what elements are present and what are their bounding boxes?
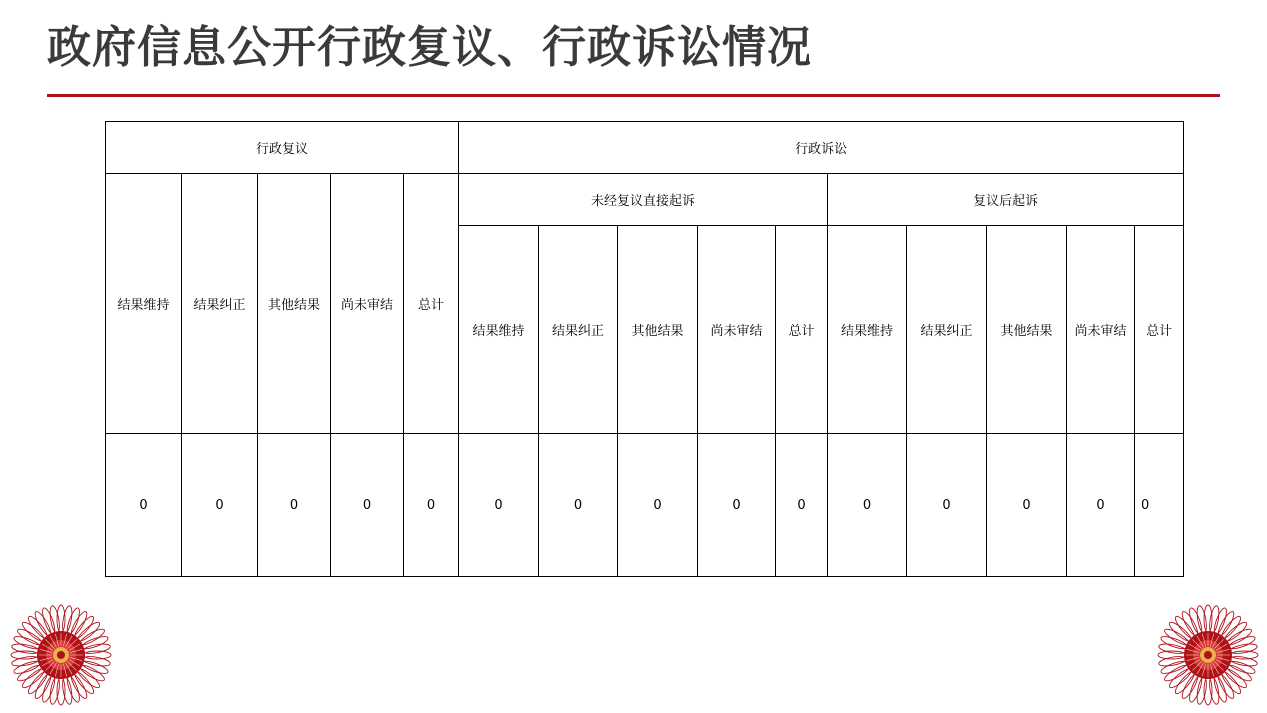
page-title: 政府信息公开行政复议、行政诉讼情况 — [47, 22, 812, 73]
after-review-col-pending: 尚未审结 — [1067, 226, 1135, 434]
title-divider — [47, 94, 1220, 97]
rosette-ornament-icon — [9, 603, 113, 707]
after-review-value-maintained: 0 — [828, 434, 907, 577]
table-header-row-2 — [106, 174, 1184, 226]
review-value-other: 0 — [258, 434, 331, 577]
direct-col-pending: 尚未审结 — [698, 226, 776, 434]
direct-value-maintained: 0 — [459, 434, 539, 577]
review-col-maintained: 结果维持 — [106, 174, 182, 434]
review-col-pending: 尚未审结 — [331, 174, 404, 434]
direct-col-maintained: 结果维持 — [459, 226, 539, 434]
direct-col-other: 其他结果 — [618, 226, 698, 434]
header-direct-litigation: 未经复议直接起诉 — [459, 174, 828, 226]
table-header-row-1 — [106, 122, 1184, 174]
direct-col-total: 总计 — [776, 226, 828, 434]
table-row — [106, 434, 1184, 577]
after-review-col-corrected: 结果纠正 — [907, 226, 987, 434]
direct-value-other: 0 — [618, 434, 698, 577]
after-review-col-total: 总计 — [1135, 226, 1184, 434]
direct-value-total: 0 — [776, 434, 828, 577]
direct-col-corrected: 结果纠正 — [539, 226, 618, 434]
rosette-ornament-icon — [1156, 603, 1260, 707]
review-col-other: 其他结果 — [258, 174, 331, 434]
header-administrative-litigation: 行政诉讼 — [459, 122, 1184, 174]
after-review-col-maintained: 结果维持 — [828, 226, 907, 434]
direct-value-pending: 0 — [698, 434, 776, 577]
review-value-pending: 0 — [331, 434, 404, 577]
after-review-value-corrected: 0 — [907, 434, 987, 577]
header-administrative-review: 行政复议 — [106, 122, 459, 174]
header-litigation-after-review: 复议后起诉 — [828, 174, 1184, 226]
direct-value-corrected: 0 — [539, 434, 618, 577]
review-value-corrected: 0 — [182, 434, 258, 577]
review-col-total: 总计 — [404, 174, 459, 434]
after-review-col-other: 其他结果 — [987, 226, 1067, 434]
after-review-value-other: 0 — [987, 434, 1067, 577]
review-value-total: 0 — [404, 434, 459, 577]
after-review-value-pending: 0 — [1067, 434, 1135, 577]
review-value-maintained: 0 — [106, 434, 182, 577]
after-review-value-total: 0 — [1135, 434, 1184, 577]
review-litigation-table — [105, 121, 1184, 577]
review-col-corrected: 结果纠正 — [182, 174, 258, 434]
